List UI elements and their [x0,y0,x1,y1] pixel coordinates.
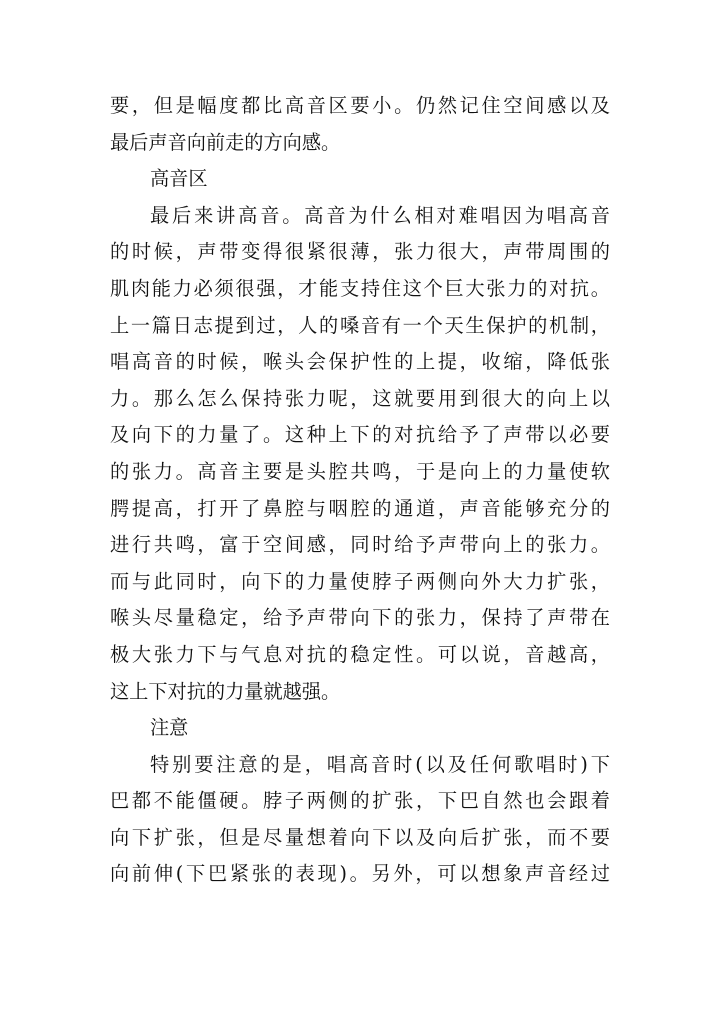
text-line: 肌肉能力必须很强，才能支持住这个巨大张力的对抗。 [110,276,610,300]
text-line: 而与此同时，向下的力量使脖子两侧向外大力扩张， [110,569,610,593]
section-heading-note: 注意 [150,716,189,740]
text-line: 要，但是幅度都比高音区要小。仍然记住空间感以及 [110,94,610,117]
text-line: 最后声音向前走的方向感。 [110,130,341,154]
text-line: 及向下的力量了。这种上下的对抗给予了声带以必要 [110,423,610,447]
document-page [110,88,610,893]
text-line: 的张力。高音主要是头腔共鸣，于是向上的力量使软 [110,459,610,483]
text-line: 力。那么怎么保持张力呢，这就要用到很大的向上以 [110,386,610,410]
section-heading-high-register: 高音区 [150,167,208,191]
text-line: 极大张力下与气息对抗的稳定性。可以说，音越高， [110,642,610,666]
text-line: 喉头尽量稳定，给予声带向下的张力，保持了声带在 [110,606,610,630]
text-line: 进行共鸣，富于空间感，同时给予声带向上的张力。 [110,533,610,557]
text-line: 上一篇日志提到过，人的嗓音有一个天生保护的机制， [110,313,610,337]
text-line: 腭提高，打开了鼻腔与咽腔的通道，声音能够充分的 [110,496,610,520]
text-line: 巴都不能僵硬。脖子两侧的扩张，下巴自然也会跟着 [110,789,610,813]
paragraph-first-line: 特别要注意的是，唱高音时(以及任何歌唱时)下 [150,752,610,776]
text-line: 唱高音的时候，喉头会保护性的上提，收缩，降低张 [110,350,610,374]
text-line: 这上下对抗的力量就越强。 [110,679,341,703]
text-line: 的时候，声带变得很紧很薄，张力很大，声带周围的 [110,240,610,264]
text-line: 向前伸(下巴紧张的表现)。另外，可以想象声音经过 [110,862,610,886]
paragraph-first-line: 最后来讲高音。高音为什么相对难唱因为唱高音 [150,203,610,227]
text-line: 向下扩张，但是尽量想着向下以及向后扩张，而不要 [110,825,610,849]
